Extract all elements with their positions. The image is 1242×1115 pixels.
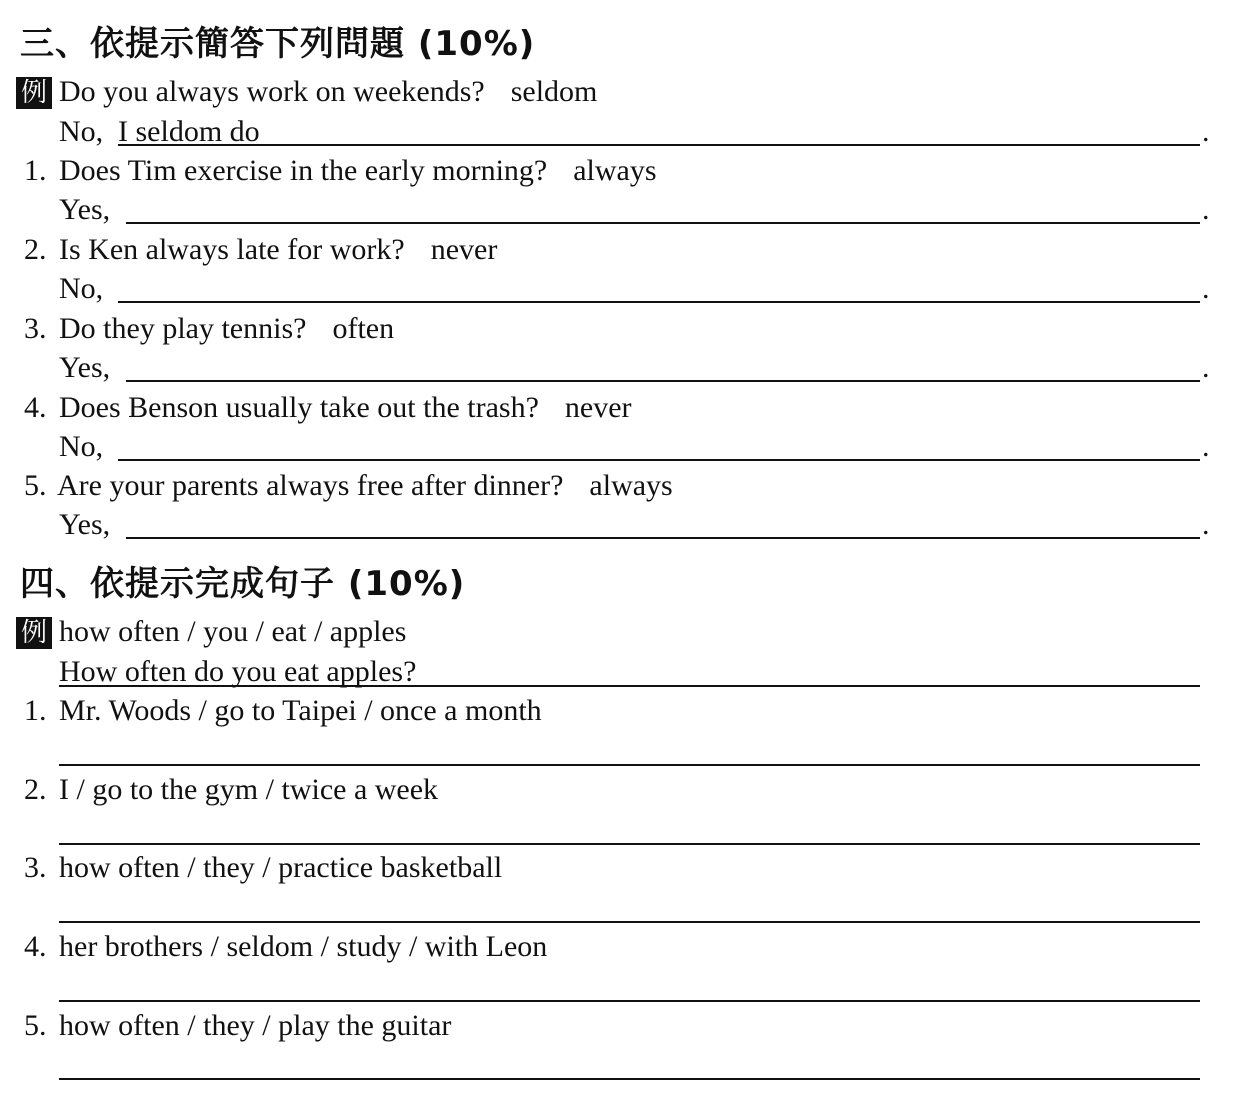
example-answer-line xyxy=(118,144,1200,146)
answer-period: . xyxy=(1202,351,1210,384)
example-prompt: how often / you / eat / apples xyxy=(59,615,407,648)
item-question-text: Does Benson usually take out the trash? xyxy=(59,391,539,424)
item-number: 2. xyxy=(24,773,47,806)
section4-item-1-prompt-row xyxy=(0,691,1242,731)
section3-item-5-question-row xyxy=(0,466,1242,506)
section3-title: 三、依提示簡答下列問題 (10%) xyxy=(20,24,536,64)
answer-blank-line[interactable] xyxy=(126,537,1200,539)
answer-period: . xyxy=(1202,193,1210,226)
section4-example-answer-row xyxy=(0,652,1242,692)
item-prompt: how often / they / play the guitar xyxy=(59,1009,452,1042)
answer-blank-line[interactable] xyxy=(118,301,1200,303)
section3-item-3-answer-row xyxy=(0,348,1242,388)
example-badge: 例 xyxy=(16,77,52,109)
item-question xyxy=(59,309,394,349)
item-hint: never xyxy=(430,233,498,266)
section3-example-question-row xyxy=(0,72,1242,112)
answer-period: . xyxy=(1202,508,1210,541)
answer-blank-line[interactable] xyxy=(126,380,1200,382)
item-number: 1. xyxy=(24,154,47,187)
answer-lead: No, xyxy=(59,430,104,463)
item-question xyxy=(57,466,673,506)
section3-item-5-answer-row xyxy=(0,505,1242,545)
example-answer-period: . xyxy=(1202,115,1210,148)
item-prompt: Mr. Woods / go to Taipei / once a month xyxy=(59,694,542,727)
section3-item-1-answer-row xyxy=(0,190,1242,230)
section3-item-2-question-row xyxy=(0,230,1242,270)
item-prompt: I / go to the gym / twice a week xyxy=(59,773,439,806)
item-question xyxy=(59,388,632,428)
item-question-text: Are your parents always free after dinner? xyxy=(57,469,564,502)
item-number: 5. xyxy=(24,1009,47,1042)
answer-lead: Yes, xyxy=(59,351,111,384)
example-answer-text: How often do you eat apples? xyxy=(59,655,417,688)
section3-item-4-question-row xyxy=(0,388,1242,428)
answer-lead: Yes, xyxy=(59,193,111,226)
answer-blank-line[interactable] xyxy=(59,1078,1200,1080)
item-number: 3. xyxy=(24,312,47,345)
section4-item-5-prompt-row xyxy=(0,1006,1242,1046)
item-number: 3. xyxy=(24,851,47,884)
example-answer-line xyxy=(59,685,1200,687)
section4-title: 四、依提示完成句子 (10%) xyxy=(20,564,466,604)
section3-item-2-answer-row xyxy=(0,269,1242,309)
answer-period: . xyxy=(1202,430,1210,463)
example-question xyxy=(59,72,597,112)
section4-item-4-prompt-row xyxy=(0,927,1242,967)
answer-blank-line[interactable] xyxy=(59,1000,1200,1002)
answer-blank-line[interactable] xyxy=(59,843,1200,845)
section3-item-4-answer-row xyxy=(0,427,1242,467)
item-hint: often xyxy=(332,312,395,345)
section3-item-3-question-row xyxy=(0,309,1242,349)
item-hint: always xyxy=(573,154,657,187)
section4-example-prompt-row xyxy=(0,612,1242,652)
item-question-text: Is Ken always late for work? xyxy=(59,233,405,266)
item-prompt: her brothers / seldom / study / with Leon xyxy=(59,930,548,963)
answer-lead: Yes, xyxy=(59,508,111,541)
item-number: 2. xyxy=(24,233,47,266)
section3-item-1-question-row xyxy=(0,151,1242,191)
item-number: 1. xyxy=(24,694,47,727)
item-number: 5. xyxy=(24,469,47,502)
example-hint: seldom xyxy=(510,75,598,108)
item-prompt: how often / they / practice basketball xyxy=(59,851,503,884)
example-question-text: Do you always work on weekends? xyxy=(59,75,485,108)
example-badge: 例 xyxy=(16,617,52,649)
example-answer-text: I seldom do xyxy=(118,115,260,148)
item-question xyxy=(59,230,497,270)
example-answer-lead: No, xyxy=(59,115,104,148)
answer-blank-line[interactable] xyxy=(59,764,1200,766)
section4-item-3-prompt-row xyxy=(0,848,1242,888)
item-question-text: Does Tim exercise in the early morning? xyxy=(59,154,548,187)
section4-item-2-prompt-row xyxy=(0,770,1242,810)
item-hint: always xyxy=(589,469,673,502)
answer-period: . xyxy=(1202,272,1210,305)
answer-blank-line[interactable] xyxy=(118,459,1200,461)
section3-example-answer-row xyxy=(0,112,1242,152)
answer-blank-line[interactable] xyxy=(59,921,1200,923)
answer-blank-line[interactable] xyxy=(126,222,1200,224)
answer-lead: No, xyxy=(59,272,104,305)
item-question-text: Do they play tennis? xyxy=(59,312,307,345)
item-hint: never xyxy=(564,391,632,424)
item-question xyxy=(59,151,657,191)
item-number: 4. xyxy=(24,391,47,424)
item-number: 4. xyxy=(24,930,47,963)
